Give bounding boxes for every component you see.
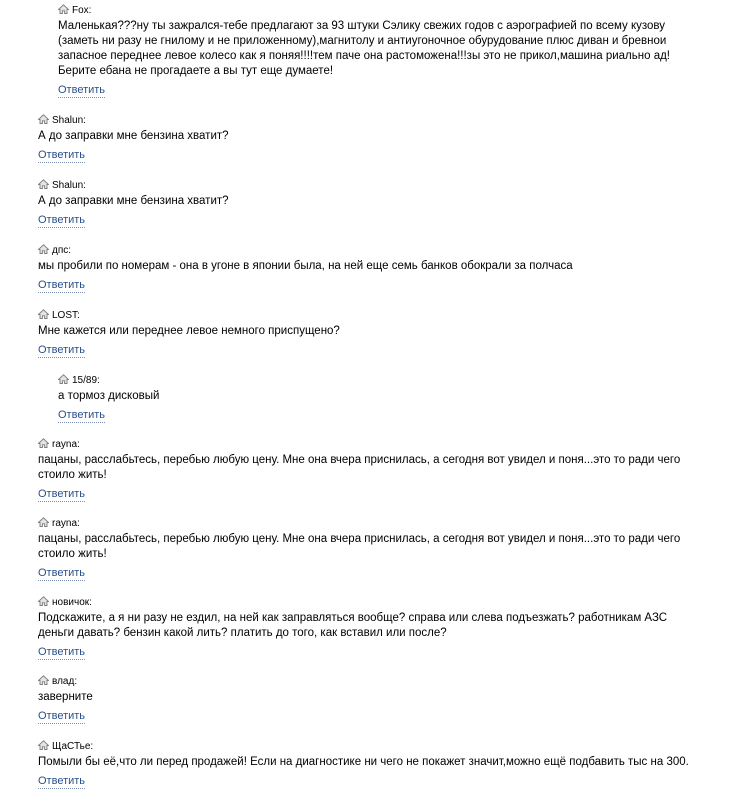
reply-link[interactable]: Ответить [38, 646, 86, 658]
comment-author-line [38, 309, 742, 321]
comment-text-line: запасное переднее левое колесо как я поняя!!!!тем паче она растоможена!!!зы это не прикол,машина риально ад! [58, 50, 670, 62]
comment-author: rayna: [52, 439, 80, 450]
comment-author-line [58, 4, 742, 16]
comment-text-line: Подскажите, а я ни разу не ездил, на ней как заправляться вообще? справа или слева подъезжать? работникам АЗС [38, 612, 668, 624]
home-icon [38, 740, 49, 750]
comment-text-line: Маленькая???ну ты зажрался-тебе предлагают за 93 штуки Сэлику свежих годов с аэрографией по всему кузову [58, 20, 666, 32]
comment-text [38, 532, 742, 562]
comment-text-line: заверните [38, 691, 93, 703]
comment-text [38, 129, 742, 144]
reply-link[interactable]: Ответить [38, 488, 86, 500]
comment-author: Shalun: [52, 115, 86, 126]
comment-text-line: мы пробили по номерам - она в угоне в японии была, на ней еще семь банков обокрали за полчаса [38, 260, 573, 272]
reply-link[interactable]: Ответить [58, 84, 106, 96]
comment-author: rayna: [52, 518, 80, 529]
comment-text-line: стоило жить! [38, 548, 107, 560]
home-icon [38, 244, 49, 254]
comment-author: Shalun: [52, 180, 86, 191]
comment [38, 179, 742, 228]
reply-link[interactable]: Ответить [38, 279, 86, 291]
comment-author: 15/89: [72, 375, 100, 386]
comment [38, 596, 742, 660]
comment-text [38, 690, 742, 705]
home-icon [38, 596, 49, 606]
home-icon [38, 179, 49, 189]
comment-author-line [38, 114, 742, 126]
comment [38, 740, 742, 789]
comment [38, 114, 742, 163]
comment-author-line [38, 596, 742, 608]
reply-link[interactable]: Ответить [58, 409, 106, 421]
reply-link[interactable]: Ответить [38, 214, 86, 226]
comment-author: LOST: [52, 310, 80, 321]
comment-text-line: деньги давать? бензин какой лить? платить до того, как вставил или после? [38, 627, 447, 639]
comment-text-line: Берите ебана не прогадаете а вы тут еще думаете! [58, 65, 334, 77]
home-icon [58, 4, 69, 14]
comment-author: влад: [52, 676, 78, 687]
home-icon [38, 438, 49, 448]
comment [38, 675, 742, 724]
comment-text-line: пацаны, расслабьтесь, перебью любую цену. Мне она вчера приснилась, а сегодня вот увидел и поня...это то ради чего [38, 454, 681, 466]
comment-text [38, 194, 742, 209]
comment-text [38, 259, 742, 274]
comment-author: новичок: [52, 597, 92, 608]
comment-text-line: а тормоз дисковый [58, 390, 160, 402]
comment-author-line [38, 740, 742, 752]
comment-author-line [38, 438, 742, 450]
comment-text [38, 453, 742, 483]
comment [58, 374, 742, 423]
comment-text [58, 389, 742, 404]
reply-link[interactable]: Ответить [38, 775, 86, 787]
comment [38, 517, 742, 581]
comment-author-line [38, 517, 742, 529]
comment [38, 309, 742, 358]
home-icon [38, 114, 49, 124]
comment-author: Fox: [72, 5, 92, 16]
comment-text-line: Мне кажется или переднее левое немного приспущено? [38, 325, 340, 337]
comment-text [38, 324, 742, 339]
home-icon [58, 374, 69, 384]
comment-author-line [58, 374, 742, 386]
reply-link[interactable]: Ответить [38, 149, 86, 161]
comment-author-line [38, 675, 742, 687]
home-icon [38, 309, 49, 319]
comment-text-line: А до заправки мне бензина хватит? [38, 130, 229, 142]
comment [38, 438, 742, 502]
home-icon [38, 517, 49, 527]
comment [38, 244, 742, 293]
reply-link[interactable]: Ответить [38, 710, 86, 722]
home-icon [38, 675, 49, 685]
comment-text [38, 611, 742, 641]
comment-text-line: пацаны, расслабьтесь, перебью любую цену. Мне она вчера приснилась, а сегодня вот увидел и поня...это то ради чего [38, 533, 681, 545]
comment-text-line: Помыли бы её,что ли перед продажей! Если на диагностике ни чего не покажет значит,можно ещё подбавить тыс на 300. [38, 756, 689, 768]
comment-text-line: А до заправки мне бензина хватит? [38, 195, 229, 207]
comment-text-line: (заметь ни разу не гнилому и не приложенному),магнитолу и антиугоночное обурудование плюс диван и бревнои [58, 35, 667, 47]
comment-author-line [38, 179, 742, 191]
comment-author: ЩаСТье: [52, 741, 94, 752]
reply-link[interactable]: Ответить [38, 344, 86, 356]
comment [58, 4, 742, 98]
comment-author: дпс: [52, 245, 72, 256]
reply-link[interactable]: Ответить [38, 567, 86, 579]
comment-text [58, 19, 742, 79]
comment-author-line [38, 244, 742, 256]
comment-text-line: стоило жить! [38, 469, 107, 481]
comment-text [38, 755, 742, 770]
